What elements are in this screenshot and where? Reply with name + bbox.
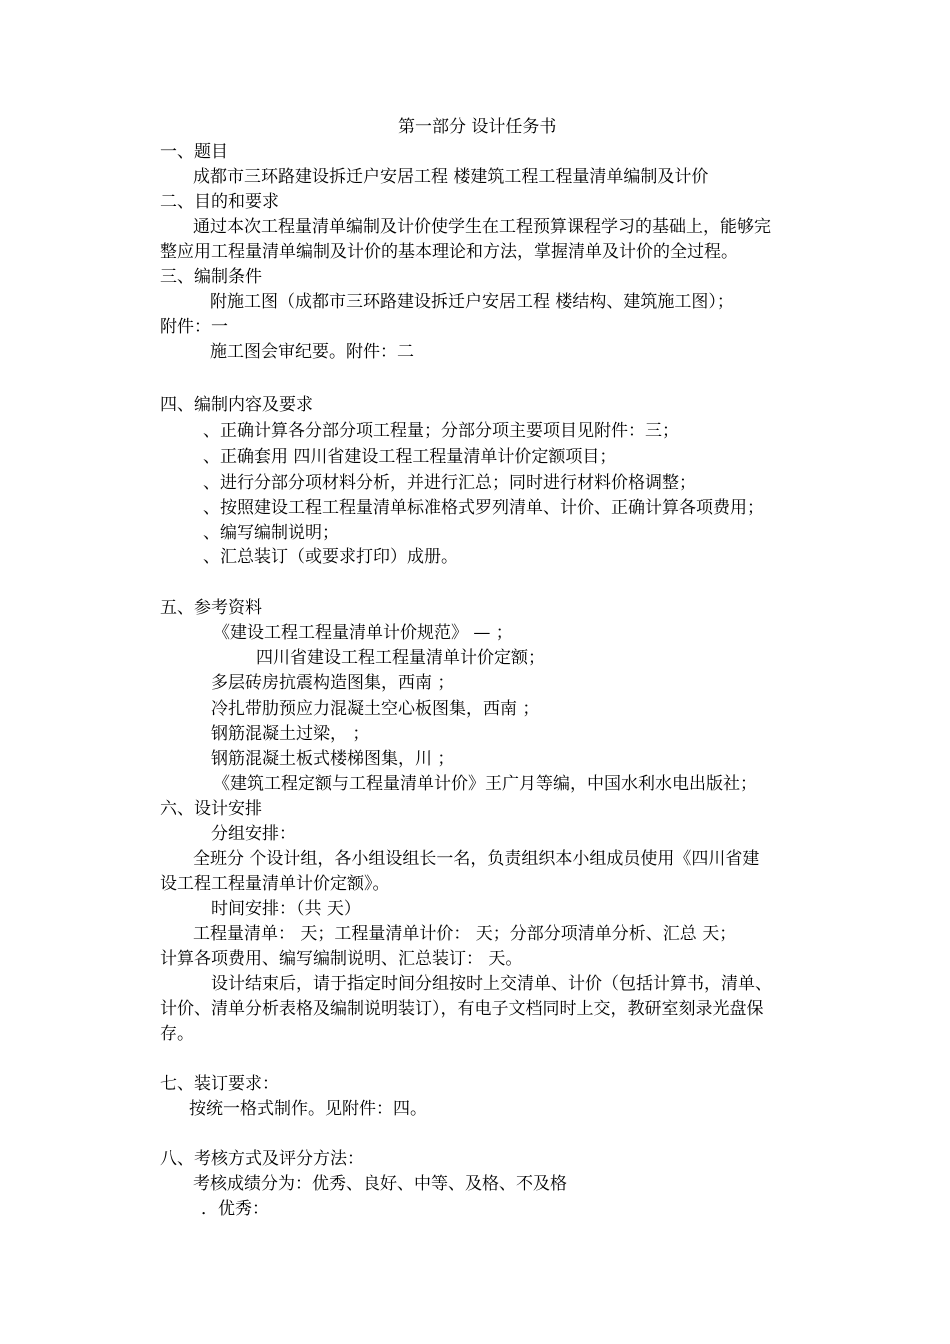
section-6-heading: 六、设计安排 [160, 799, 262, 819]
section-6-line: 设工程工程量清单计价定额》。 [160, 874, 390, 894]
section-3-heading: 三、编制条件 [160, 267, 262, 287]
section-3-line: 附施工图（成都市三环路建设拆迁户安居工程 楼结构、建筑施工图）； [210, 292, 734, 312]
section-6-line: 时间安排：（共 天） [211, 899, 361, 919]
section-7-heading: 七、装订要求： [160, 1074, 279, 1094]
section-7-line: 按统一格式制作。见附件：四。 [189, 1099, 427, 1119]
reference-item: 多层砖房抗震构造图集，西南 ； [211, 673, 455, 693]
section-6-line: 分组安排： [211, 824, 296, 844]
list-item: 、正确计算各分部分项工程量；分部分项主要项目见附件：三； [203, 421, 679, 441]
reference-item: 四川省建设工程工程量清单计价定额； [256, 648, 545, 668]
section-6-line: 全班分 个设计组，各小组设组长一名，负责组织本小组成员使用《四川省建 [193, 849, 760, 869]
section-6-line: 工程量清单： 天；工程量清单计价： 天；分部分项清单分析、汇总 天； [193, 924, 737, 944]
section-2-heading: 二、目的和要求 [160, 192, 279, 212]
list-item: 、按照建设工程工程量清单标准格式罗列清单、计价、正确计算各项费用； [203, 498, 764, 518]
section-6-line: 设计结束后，请于指定时间分组按时上交清单、计价（包括计算书，清单、 [211, 974, 772, 994]
reference-item: 钢筋混凝土过梁， ； [211, 724, 370, 744]
reference-item: 钢筋混凝土板式楼梯图集，川 ； [211, 749, 455, 769]
section-6-line: 计价、清单分析表格及编制说明装订），有电子文档同时上交，教研室刻录光盘保 [160, 999, 764, 1019]
section-1-line: 成都市三环路建设拆迁户安居工程 楼建筑工程工程量清单编制及计价 [193, 167, 709, 187]
section-2-line: 整应用工程量清单编制及计价的基本理论和方法，掌握清单及计价的全过程。 [160, 242, 738, 262]
section-8-line: 考核成绩分为：优秀、良好、中等、及格、不及格 [193, 1174, 567, 1194]
section-3-line: 施工图会审纪要。附件：二 [210, 342, 414, 362]
list-item: 、汇总装订（或要求打印）成册。 [203, 547, 458, 567]
section-5-heading: 五、参考资料 [160, 598, 262, 618]
section-2-line: 通过本次工程量清单编制及计价使学生在工程预算课程学习的基础上，能够完 [193, 217, 771, 237]
section-4-heading: 四、编制内容及要求 [160, 395, 313, 415]
reference-item: 冷扎带肋预应力混凝土空心板图集，西南 ； [211, 699, 540, 719]
section-6-line: 计算各项费用、编写编制说明、汇总装订： 天。 [160, 949, 523, 969]
reference-item: 《建设工程工程量清单计价规范》 — ； [213, 623, 513, 643]
section-6-line: 存。 [160, 1024, 194, 1044]
reference-item: 《建筑工程定额与工程量清单计价》王广月等编，中国水利水电出版社； [213, 774, 757, 794]
list-item: 、进行分部分项材料分析，并进行汇总；同时进行材料价格调整； [203, 473, 696, 493]
list-item: 、编写编制说明； [203, 523, 339, 543]
list-item: 、正确套用 四川省建设工程工程量清单计价定额项目； [203, 447, 617, 467]
section-1-heading: 一、题目 [160, 142, 228, 162]
section-8-heading: 八、考核方式及评分方法： [160, 1149, 364, 1169]
page-title: 第一部分 设计任务书 [398, 117, 557, 137]
section-8-line: ．优秀： [201, 1199, 269, 1219]
section-3-line: 附件：一 [160, 317, 228, 337]
